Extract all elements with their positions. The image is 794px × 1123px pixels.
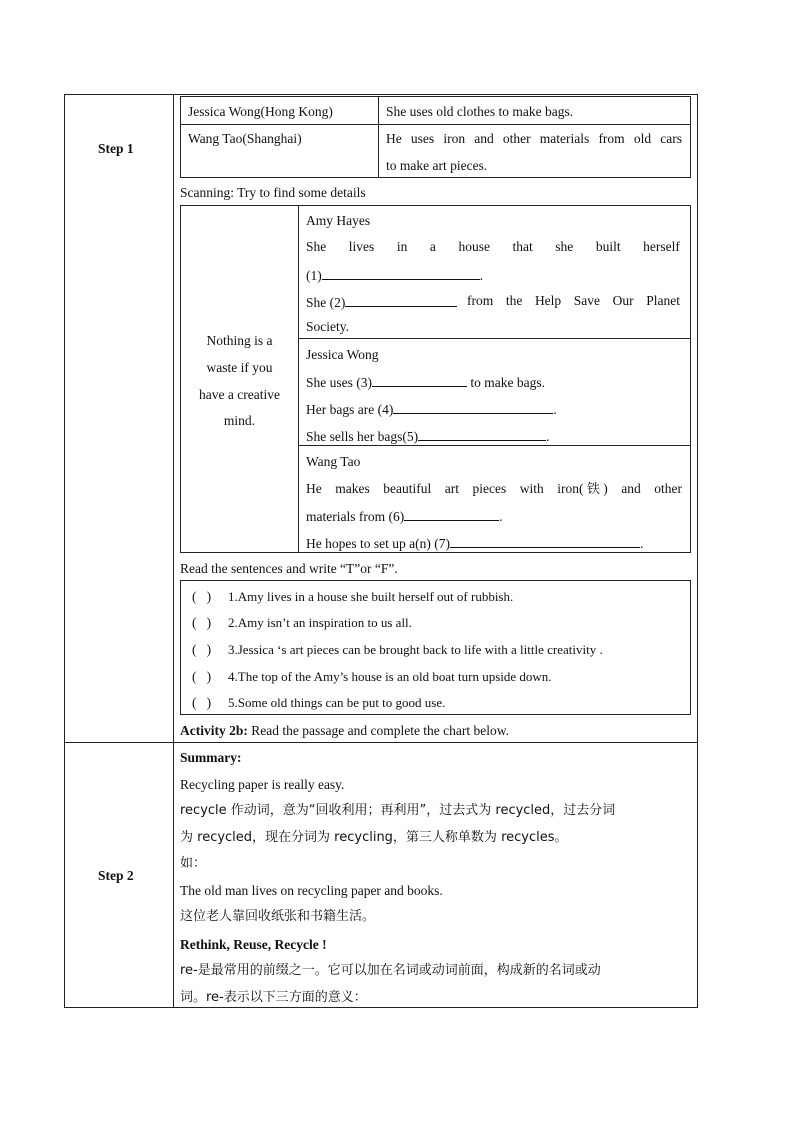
re-line: re-是最常用的前缀之一。它可以加在名词或动词前面，构成新的名词或动	[180, 963, 601, 978]
wang-line3: He hopes to set up a(n) (7) .	[306, 536, 644, 551]
outer-top-border	[64, 94, 698, 95]
activity-2b: Activity 2b: Read the passage and complete the chart below.	[180, 723, 510, 738]
answer-blank[interactable]	[418, 428, 546, 441]
tf-answer-paren[interactable]: ( )	[192, 642, 212, 657]
summary-line: recycle 作动词，意为“回收利用；再利用”，过去式为 recycled，过去分词	[180, 803, 616, 818]
summary-line: Recycling paper is really easy.	[180, 777, 345, 792]
tf-answer-paren[interactable]: ( )	[192, 589, 212, 604]
jessica-line3: She sells her bags(5) .	[306, 429, 550, 444]
tf-answer-paren[interactable]: ( )	[192, 669, 212, 684]
tf-answer-paren[interactable]: ( )	[192, 615, 212, 630]
motto-line: waste if you	[206, 360, 273, 375]
person-desc: He uses iron and other materials from old cars	[386, 131, 682, 146]
outer-left-border	[64, 94, 65, 1008]
tf-item: 1.Amy lives in a house she built herself out of rubbish.	[228, 589, 514, 604]
summary-line: 为 recycled，现在分词为 recycling，第三人称单数为 recycles。	[180, 830, 568, 845]
amy-line4: Society.	[306, 319, 349, 334]
step-row-divider	[64, 742, 698, 743]
answer-blank[interactable]	[322, 267, 480, 280]
re-line: 词。re-表示以下三方面的意义：	[180, 990, 367, 1005]
amy-blank-2: She (2)	[306, 294, 457, 310]
answer-blank[interactable]	[404, 508, 499, 521]
person-desc: She uses old clothes to make bags.	[386, 104, 574, 119]
step2-label: Step 2	[98, 868, 134, 883]
jessica-name: Jessica Wong	[306, 347, 379, 362]
person-name: Jessica Wong(Hong Kong)	[188, 104, 333, 119]
scanning-title: Scanning: Try to find some details	[180, 185, 366, 200]
jessica-line2: Her bags are (4) .	[306, 402, 557, 417]
tf-answer-paren[interactable]: ( )	[192, 695, 212, 710]
outer-right-border	[697, 94, 698, 1008]
summary-line: The old man lives on recycling paper and books.	[180, 883, 443, 898]
motto-line: mind.	[223, 413, 256, 428]
answer-blank[interactable]	[372, 374, 467, 387]
column-divider	[173, 94, 174, 1008]
jessica-line1: She uses (3) to make bags.	[306, 375, 545, 390]
step1-label: Step 1	[98, 141, 134, 156]
tf-title: Read the sentences and write “T”or “F”.	[180, 561, 398, 576]
motto-line: have a creative	[199, 387, 280, 402]
amy-line1: She lives in a house that she built herself	[306, 239, 680, 254]
motto-line: Nothing is a	[206, 333, 273, 348]
rethink-heading: Rethink, Reuse, Recycle !	[180, 937, 327, 952]
summary-title: Summary:	[180, 750, 242, 765]
tf-item: 3.Jessica ‘s art pieces can be brought back to life with a little creativity .	[228, 642, 603, 657]
person-name: Wang Tao(Shanghai)	[188, 131, 302, 146]
wang-line1: He makes beautiful art pieces with iron( 铁 ) and other	[306, 481, 682, 497]
summary-line: 如：	[180, 856, 207, 871]
tf-item: 4.The top of the Amy’s house is an old boat turn upside down.	[228, 669, 552, 684]
answer-blank[interactable]	[345, 294, 457, 307]
wang-line2: materials from (6) .	[306, 509, 503, 524]
amy-line3-rest: from the Help Save Our Planet	[467, 293, 680, 308]
answer-blank[interactable]	[450, 535, 640, 548]
summary-line: 这位老人靠回收纸张和书籍生活。	[180, 909, 376, 924]
outer-bottom-border	[64, 1007, 698, 1008]
amy-blank-1: (1) .	[306, 268, 484, 283]
amy-name: Amy Hayes	[306, 213, 371, 228]
wang-name: Wang Tao	[306, 454, 361, 469]
tf-item: 5.Some old things can be put to good use.	[228, 695, 446, 710]
tf-item: 2.Amy isn’t an inspiration to us all.	[228, 615, 412, 630]
person-desc: to make art pieces.	[386, 158, 488, 173]
answer-blank[interactable]	[393, 401, 553, 414]
